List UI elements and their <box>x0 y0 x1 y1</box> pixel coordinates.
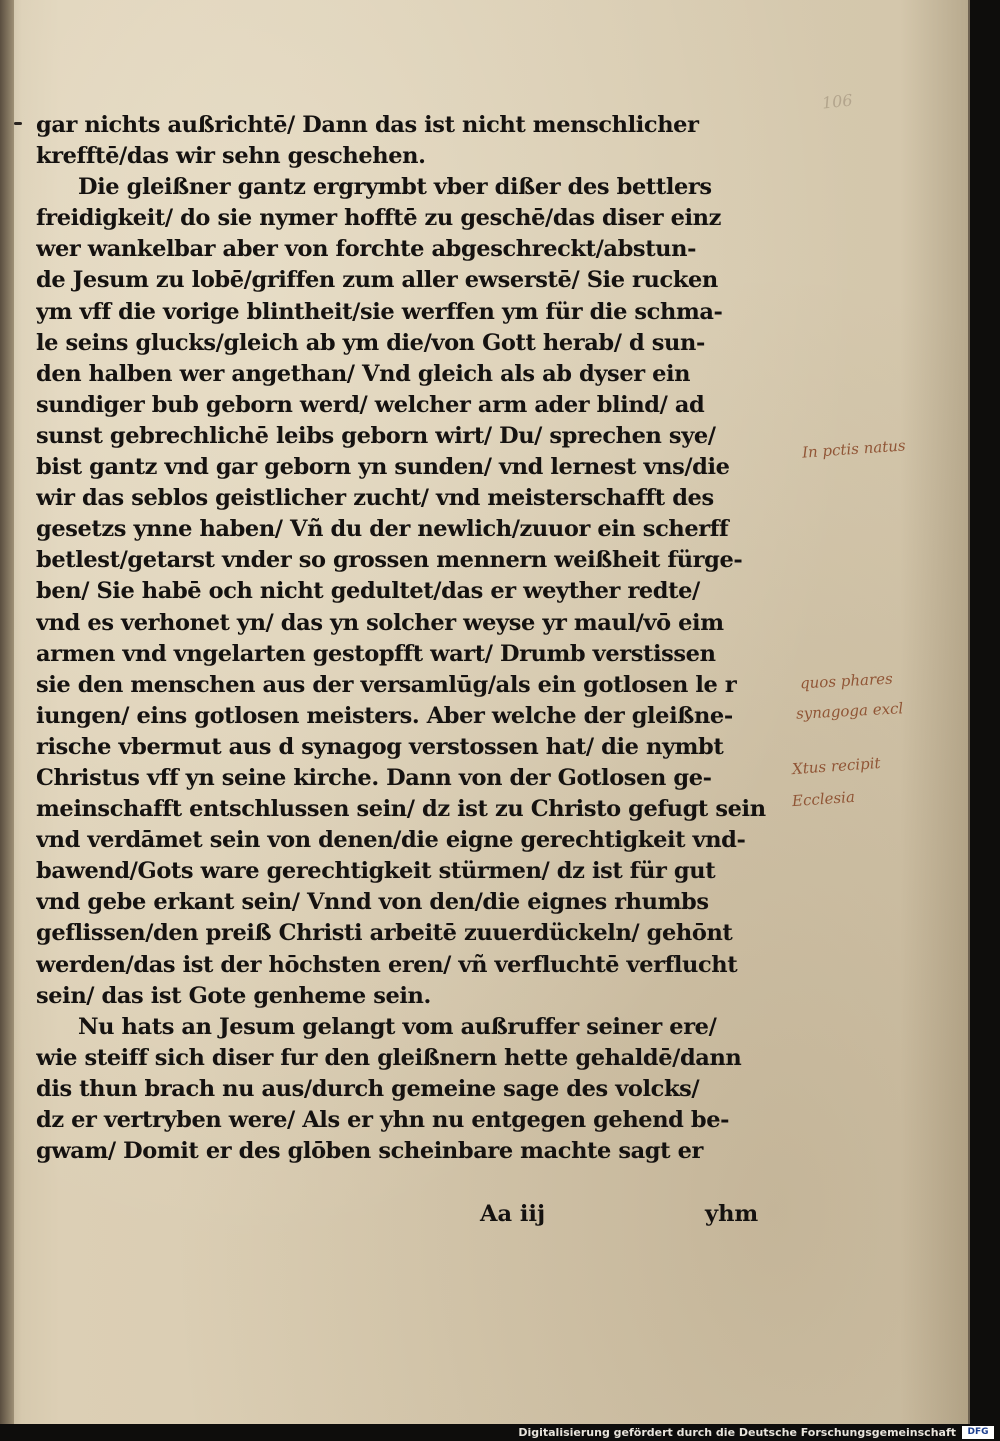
text-line: vnd verdāmet sein von denen/die eigne gerechtigkeit vnd- <box>36 827 746 854</box>
marginal-note: Ecclesia <box>791 787 856 811</box>
marginal-note: quos phares <box>799 669 894 693</box>
text-line: meinschafft entschlussen sein/ dz ist zu Christo gefugt sein <box>36 796 766 823</box>
text-line: dz er vertryben were/ Als er yhn nu entgegen gehend be- <box>36 1107 730 1133</box>
margin-dash-mark <box>14 122 22 125</box>
marginal-note: Xtus recipit <box>791 753 882 779</box>
text-line: gesetzs ynne haben/ Vñ du der newlich/zuuor ein scherff <box>36 516 729 543</box>
page-footer-line <box>0 1201 780 1232</box>
signature-mark: Aa iij <box>480 1201 546 1227</box>
folio-number: 106 <box>821 90 854 113</box>
text-line: de Jesum zu lobē/griffen zum aller ewserstē/ Sie rucken <box>36 267 718 294</box>
text-line: sundiger bub geborn werd/ welcher arm ader blind/ ad <box>36 391 705 418</box>
text-line: iungen/ eins gotlosen meisters. Aber welche der gleißne- <box>36 702 733 729</box>
text-line: den halben wer angethan/ Vnd gleich als ab dyser ein <box>36 360 691 387</box>
marginal-note: synagoga excl <box>795 699 904 723</box>
text-line: Die gleißner gantz ergrymbt vber dißer des bettlers <box>78 174 712 201</box>
text-line: werden/das ist der hōchsten eren/ vñ verfluchtē verflucht <box>36 951 738 978</box>
text-line: Christus vff yn seine kirche. Dann von der Gotlosen ge- <box>36 764 712 791</box>
text-line: freidigkeit/ do sie nymer hofftē zu geschē/das diser einz <box>36 205 721 232</box>
text-line: ben/ Sie habē och nicht gedultet/das er weyther redte/ <box>36 578 700 605</box>
marginal-note: In pctis natus <box>801 436 907 462</box>
text-line: betlest/getarst vnder so grossen mennern weißheit fürge- <box>36 547 743 574</box>
text-line: vnd es verhonet yn/ das yn solcher weyse yr maul/vō eim <box>36 609 724 636</box>
catchword: yhm <box>705 1201 759 1227</box>
text-line: le seins glucks/gleich ab ym die/von Gott herab/ d sun- <box>36 329 705 356</box>
text-line: Nu hats an Jesum gelangt vom außruffer seiner ere/ <box>78 1013 717 1040</box>
text-line: rische vbermut aus d synagog verstossen hat/ die nymbt <box>36 733 724 760</box>
text-line: armen vnd vngelarten gestopfft wart/ Drumb verstissen <box>36 640 716 667</box>
text-line: wie steiff sich diser fur den gleißnern hette gehaldē/dann <box>36 1044 742 1071</box>
text-line: sein/ das ist Gote genheme sein. <box>36 982 431 1009</box>
text-line: dis thun brach nu aus/durch gemeine sage des volcks/ <box>36 1075 700 1102</box>
text-line: gar nichts außrichtē/ Dann das ist nicht menschlicher <box>36 112 699 138</box>
text-line: vnd gebe erkant sein/ Vnnd von den/die eignes rhumbs <box>36 889 709 916</box>
text-line: bist gantz vnd gar geborn yn sunden/ vnd lernest vns/die <box>36 454 730 481</box>
text-line: gwam/ Domit er des glōben scheinbare machte sagt er <box>36 1138 703 1165</box>
text-line: sie den menschen aus der versamlūg/als ein gotlosen le r <box>36 671 737 698</box>
text-line: krefftē/das wir sehn geschehen. <box>36 143 426 170</box>
text-line: ym vff die vorige blintheit/sie werffen ym für die schma- <box>36 298 723 325</box>
funding-footer-bar <box>0 1424 1000 1441</box>
text-line: bawend/Gots ware gerechtigkeit stürmen/ dz ist für gut <box>36 858 716 885</box>
text-line: geflissen/den preiß Christi arbeitē zuuerdückeln/ gehōnt <box>36 920 733 947</box>
funding-credit: Digitalisierung gefördert durch die Deutsche Forschungsgemeinschaft <box>518 1426 956 1439</box>
text-line: wer wankelbar aber von forchte abgeschreckt/abstun- <box>36 236 697 263</box>
text-line: wir das seblos geistlicher zucht/ vnd meisterschafft des <box>36 485 714 512</box>
text-line: sunst gebrechlichē leibs geborn wirt/ Du/ sprechen sye/ <box>36 422 716 449</box>
dfg-logo-icon: DFG <box>962 1426 994 1439</box>
body-text <box>36 110 781 1167</box>
